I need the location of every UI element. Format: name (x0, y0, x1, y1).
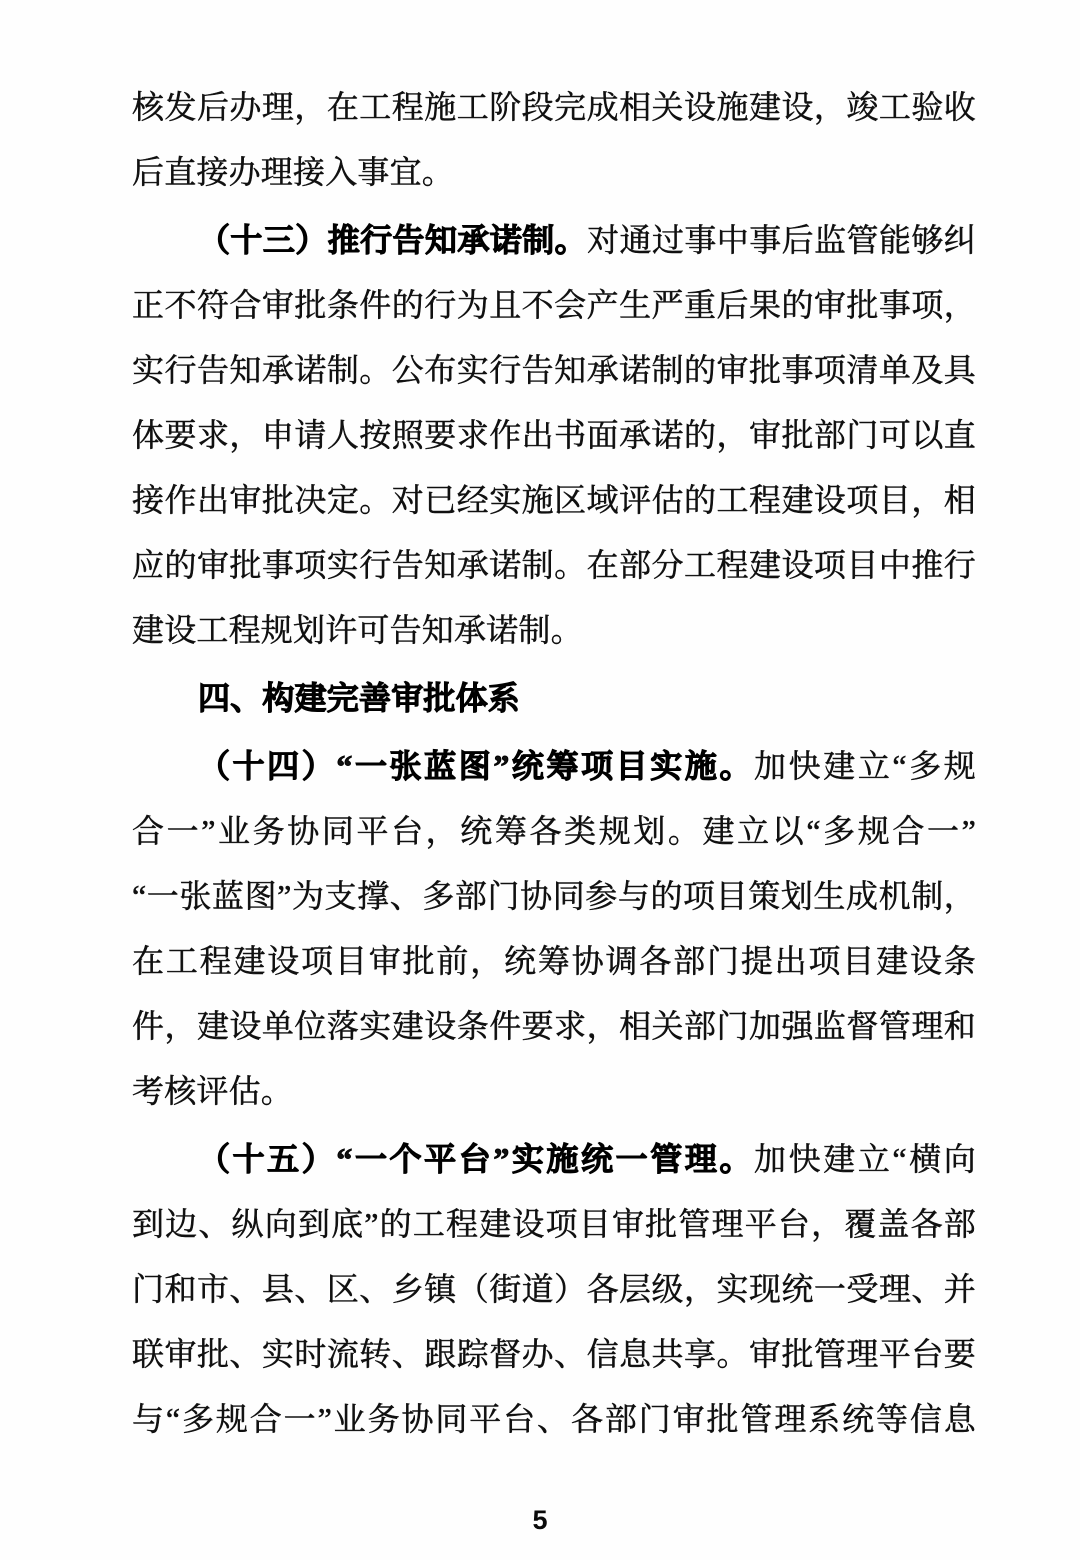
text-run: 与“多规合一”业务协同平台、各部门审批管理系统等信息 (132, 1401, 976, 1437)
text-run: 考核评估。 (132, 1073, 294, 1109)
text-run: 应的审批事项实行告知承诺制。在部分工程建设项目中推行 (132, 547, 976, 583)
text-run: 在工程建设项目审批前，统筹协调各部门提出项目建设条 (132, 943, 976, 979)
heading-run: 四、构建完善审批体系 (198, 680, 521, 716)
text-line (132, 994, 976, 1059)
text-line (132, 403, 976, 468)
bold-run: （十三）推行告知承诺制。 (198, 222, 588, 258)
bold-run: （十五）“一个平台”实施统一管理。 (198, 1141, 755, 1177)
text-line (132, 1257, 976, 1322)
text-line (132, 1192, 976, 1257)
text-run: 件，建设单位落实建设条件要求，相关部门加强监督管理和 (132, 1008, 976, 1044)
paragraph-start-line (132, 1127, 976, 1192)
text-run: 对通过事中事后监管能够纠 (587, 222, 976, 258)
text-run: 加快建立“横向 (754, 1141, 976, 1177)
bold-run: （十四）“一张蓝图”统筹项目实施。 (198, 748, 755, 784)
text-line (132, 75, 976, 140)
document-body (132, 75, 976, 1452)
text-run: 实行告知承诺制。公布实行告知承诺制的审批事项清单及具 (132, 352, 976, 388)
text-line (132, 533, 976, 598)
paragraph-start-line (132, 208, 976, 273)
text-run: 联审批、实时流转、跟踪督办、信息共享。审批管理平台要 (132, 1336, 976, 1372)
section-heading (132, 666, 976, 731)
text-run: 到边、纵向到底”的工程建设项目审批管理平台，覆盖各部 (132, 1206, 976, 1242)
text-line (132, 799, 976, 864)
text-run: “一张蓝图”为支撑、多部门协同参与的项目策划生成机制， (132, 878, 976, 914)
text-run: 后直接办理接入事宜。 (132, 154, 455, 190)
paragraph-start-line (132, 734, 976, 799)
text-line (132, 140, 976, 205)
text-run: 体要求，申请人按照要求作出书面承诺的，审批部门可以直 (132, 417, 976, 453)
page-number: 5 (532, 1505, 548, 1535)
text-run: 接作出审批决定。对已经实施区域评估的工程建设项目，相 (132, 482, 976, 518)
text-line (132, 1387, 976, 1452)
text-line (132, 338, 976, 403)
text-line (132, 598, 976, 663)
text-run: 门和市、县、区、乡镇（街道）各层级，实现统一受理、并 (132, 1271, 976, 1307)
text-line (132, 864, 976, 929)
text-line (132, 273, 976, 338)
text-line (132, 1322, 976, 1387)
text-line (132, 1059, 976, 1124)
text-run: 合一”业务协同平台，统筹各类规划。建立以“多规合一” (132, 813, 976, 849)
text-run: 建设工程规划许可告知承诺制。 (132, 612, 583, 648)
text-run: 加快建立“多规 (754, 748, 976, 784)
text-run: 核发后办理，在工程施工阶段完成相关设施建设，竣工验收 (132, 89, 976, 125)
text-run: 正不符合审批条件的行为且不会产生严重后果的审批事项， (132, 287, 976, 323)
text-line (132, 929, 976, 994)
text-line (132, 468, 976, 533)
